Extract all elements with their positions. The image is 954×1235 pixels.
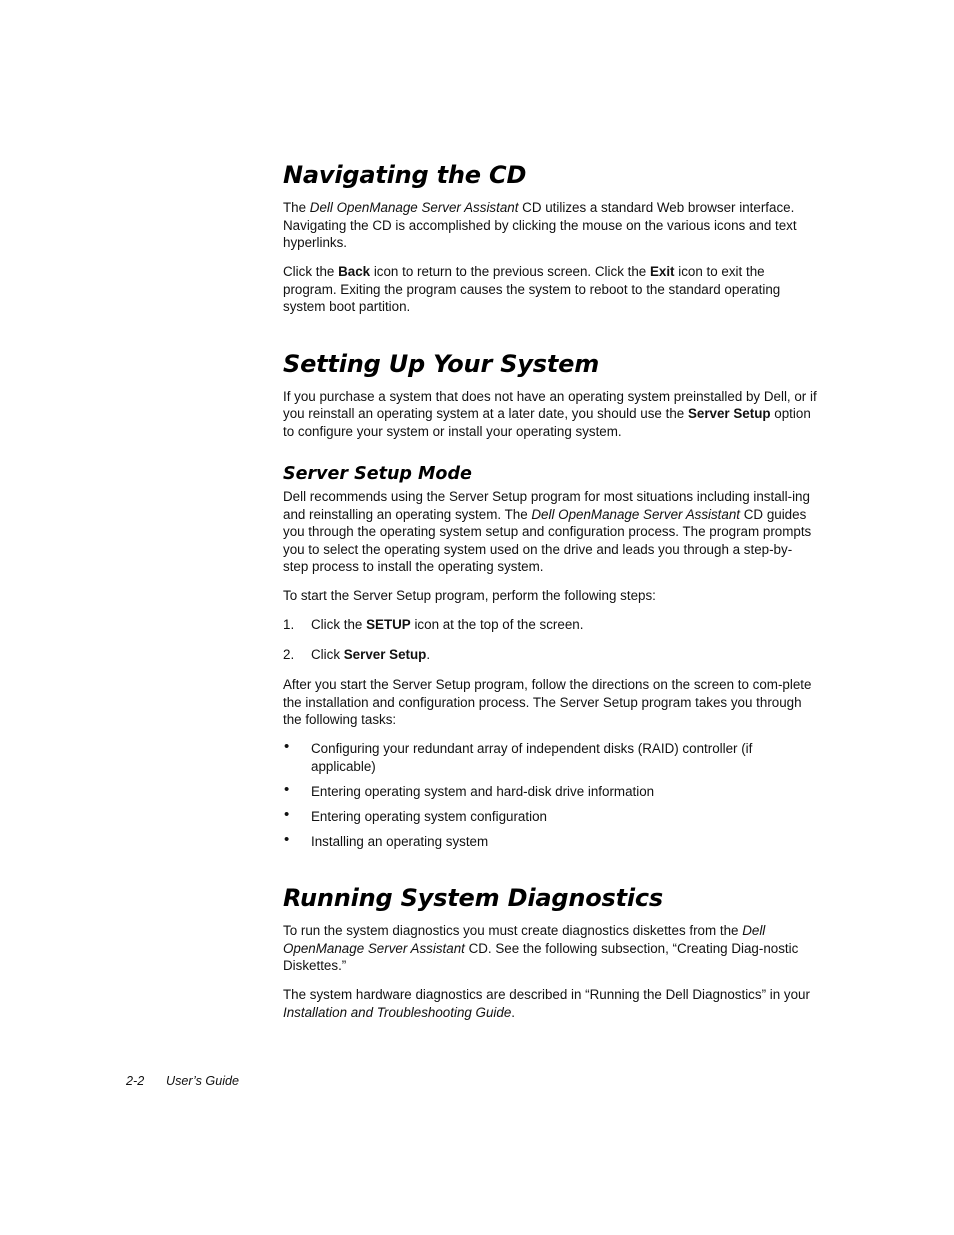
heading-running-system-diagnostics: Running System Diagnostics (283, 884, 663, 912)
bullet-icon: • (284, 830, 290, 848)
paragraph-navigating-intro: The Dell OpenManage Server Assistant CD utilizes a standard Web browser interface. Navigating the CD is accomplished by clicking the mouse on the various icons and text hyperlinks. (283, 200, 797, 250)
bullet-icon: • (284, 805, 290, 823)
heading-navigating-the-cd: Navigating the CD (283, 161, 527, 189)
paragraph-steps-intro: To start the Server Setup program, perform the following steps: (283, 588, 656, 603)
task-item: • Configuring your redundant array of independent disks (RAID) controller (if applicable) (284, 738, 753, 774)
step-item: 2. Click Server Setup. (283, 647, 431, 662)
task-item: • Installing an operating system (284, 830, 489, 849)
bullet-icon: • (284, 738, 290, 755)
paragraph-setup-intro: If you purchase a system that does not have an operating system preinstalled by Dell, or if you reinstall an operating system at a later date, you should use the Server Setup option to configure your system or install your operating system. (283, 388, 817, 439)
page-footer (126, 1074, 239, 1088)
page-number: 2-2 (126, 1074, 145, 1088)
paragraph-diagnostics-intro: To run the system diagnostics you must create diagnostics diskettes from the Dell OpenManage Server Assistant CD. See the following subsection, “Creating Diag-nostic Diskettes.” (283, 923, 799, 973)
subheading-server-setup-mode: Server Setup Mode (283, 464, 472, 484)
tasks-list (283, 740, 817, 850)
heading-setting-up-your-system: Setting Up Your System (283, 349, 600, 378)
paragraph-diagnostics-reference: The system hardware diagnostics are described in “Running the Dell Diagnostics” in your Installation and Troubleshooting Guide. (283, 987, 810, 1020)
steps-list (283, 616, 817, 664)
step-item: 1. Click the SETUP icon at the top of the screen. (283, 617, 584, 632)
paragraph-server-setup-description: Dell recommends using the Server Setup program for most situations including install-ing and reinstalling an operating system. The Dell OpenManage Server Assistant CD guides you through the operating system setup and configuration process. The program prompts you to select the operating system used on the drive and leads you through a step-by-step process to install the operating system. (283, 489, 812, 574)
document-body (283, 160, 817, 1033)
footer-title: User’s Guide (166, 1074, 240, 1088)
paragraph-after-start: After you start the Server Setup program, follow the directions on the screen to com-plete the installation and configuration process. The Server Setup program takes you through the following tasks: (283, 677, 812, 727)
bullet-icon: • (284, 780, 290, 798)
task-item: • Entering operating system configuration (284, 805, 547, 824)
paragraph-back-exit: Click the Back icon to return to the previous screen. Click the Exit icon to exit the program. Exiting the program causes the system to reboot to the standard operating system boot partition. (283, 264, 781, 314)
task-item: • Entering operating system and hard-disk drive information (284, 780, 655, 799)
